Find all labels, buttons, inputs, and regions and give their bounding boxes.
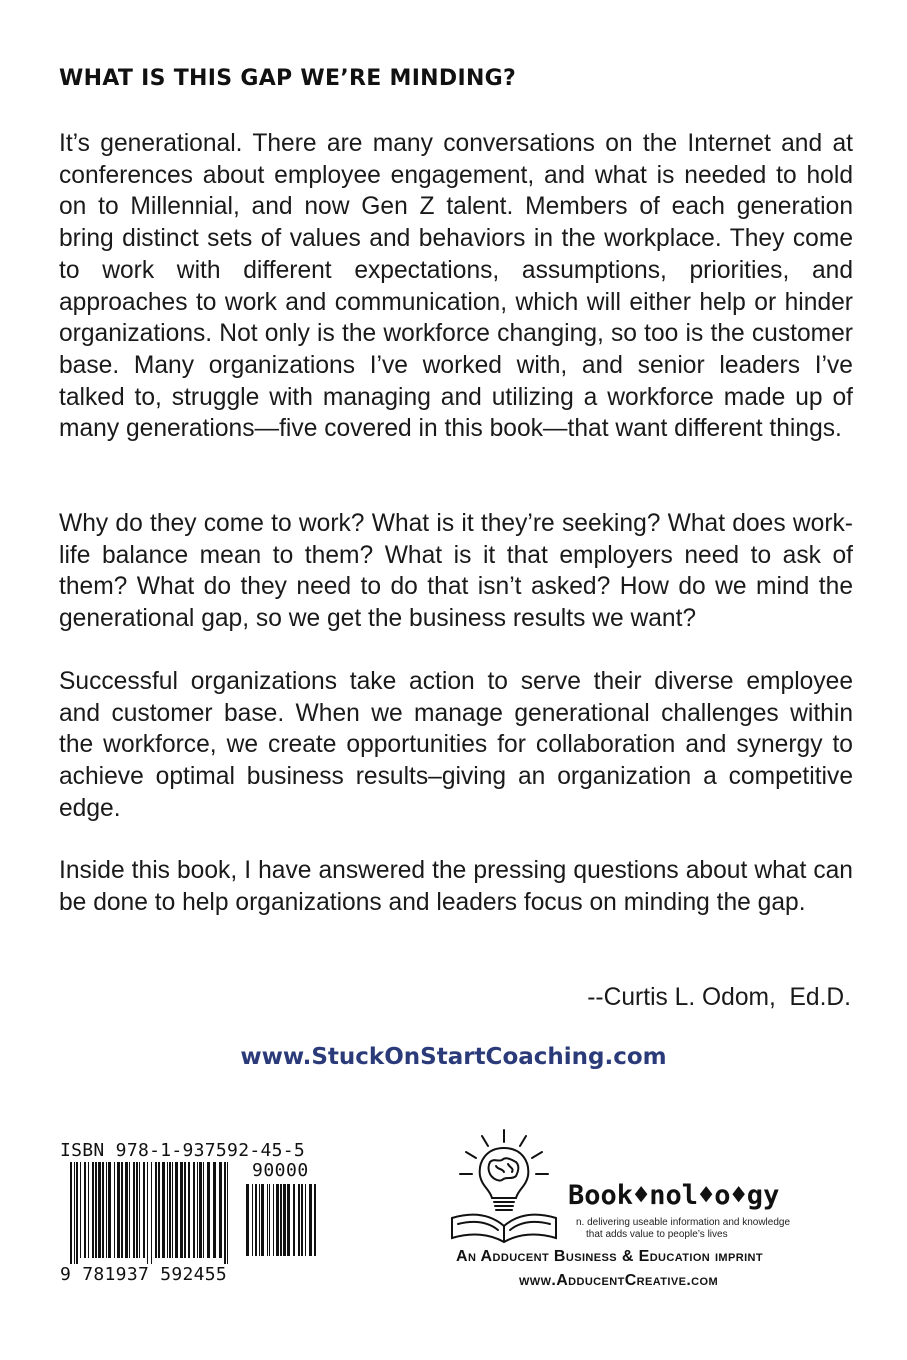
body-paragraph-3: Successful organizations take action to serve their diverse employee and customer base. When we manage generational challenges within the workforce, we create opportunities for collaboration and synergy to achieve optimal business results–giving an organization a competitive edge. — [59, 668, 853, 822]
barcode-addon-icon — [246, 1184, 320, 1264]
imprint-url[interactable]: www.AdducentCreative.com — [519, 1272, 719, 1289]
barcode-icon — [70, 1162, 230, 1266]
website-link[interactable]: www.StuckOnStartCoaching.com — [240, 1044, 667, 1070]
author-attribution: --Curtis L. Odom, Ed.D. — [587, 984, 851, 1011]
barcode-digits: 9 781937 592455 — [60, 1264, 228, 1285]
tagline-line-1: n. delivering useable information and knowledge — [576, 1217, 791, 1228]
lightbulb-brain-book-icon — [446, 1126, 566, 1246]
publisher-logo — [446, 1126, 866, 1246]
tagline-line-2: that adds value to people’s lives — [586, 1229, 728, 1240]
publisher-brand: Book♦nol♦o♦gy — [568, 1180, 780, 1211]
body-paragraph-2: Why do they come to work? What is it they’re seeking? What does work-life balance mean to them? What is it that employers need to ask of them? What do they need to do that isn’t asked? How do we mind the generational gap, so we get the business results we want? — [59, 510, 853, 633]
price-code: 90000 — [252, 1160, 309, 1181]
body-paragraph-4: Inside this book, I have answered the pressing questions about what can be done to help organizations and leaders focus on minding the gap. — [59, 857, 853, 916]
body-paragraph-1: It’s generational. There are many conversations on the Internet and at conferences about employee engagement, and what is needed to hold on to Millennial, and now Gen Z talent. Members of each generation bring distinct sets of values and behaviors in the workplace. They come to work with different expectations, assumptions, priorities, and approaches to work and communication, which will either help or hinder organizations. Not only is the workforce changing, so too is the customer base. Many organizations I’ve worked with, and senior leaders I’ve talked to, struggle with managing and utilizing a workforce made up of many generations—five covered in this book—that want different things. — [59, 130, 853, 443]
imprint-line: An Adducent Business & Education imprint — [456, 1248, 763, 1265]
page-title: WHAT IS THIS GAP WE’RE MINDING? — [59, 66, 517, 91]
isbn-label: ISBN 978-1-937592-45-5 — [60, 1140, 306, 1161]
publisher-tagline — [576, 1217, 816, 1241]
isbn-barcode — [60, 1140, 324, 1285]
